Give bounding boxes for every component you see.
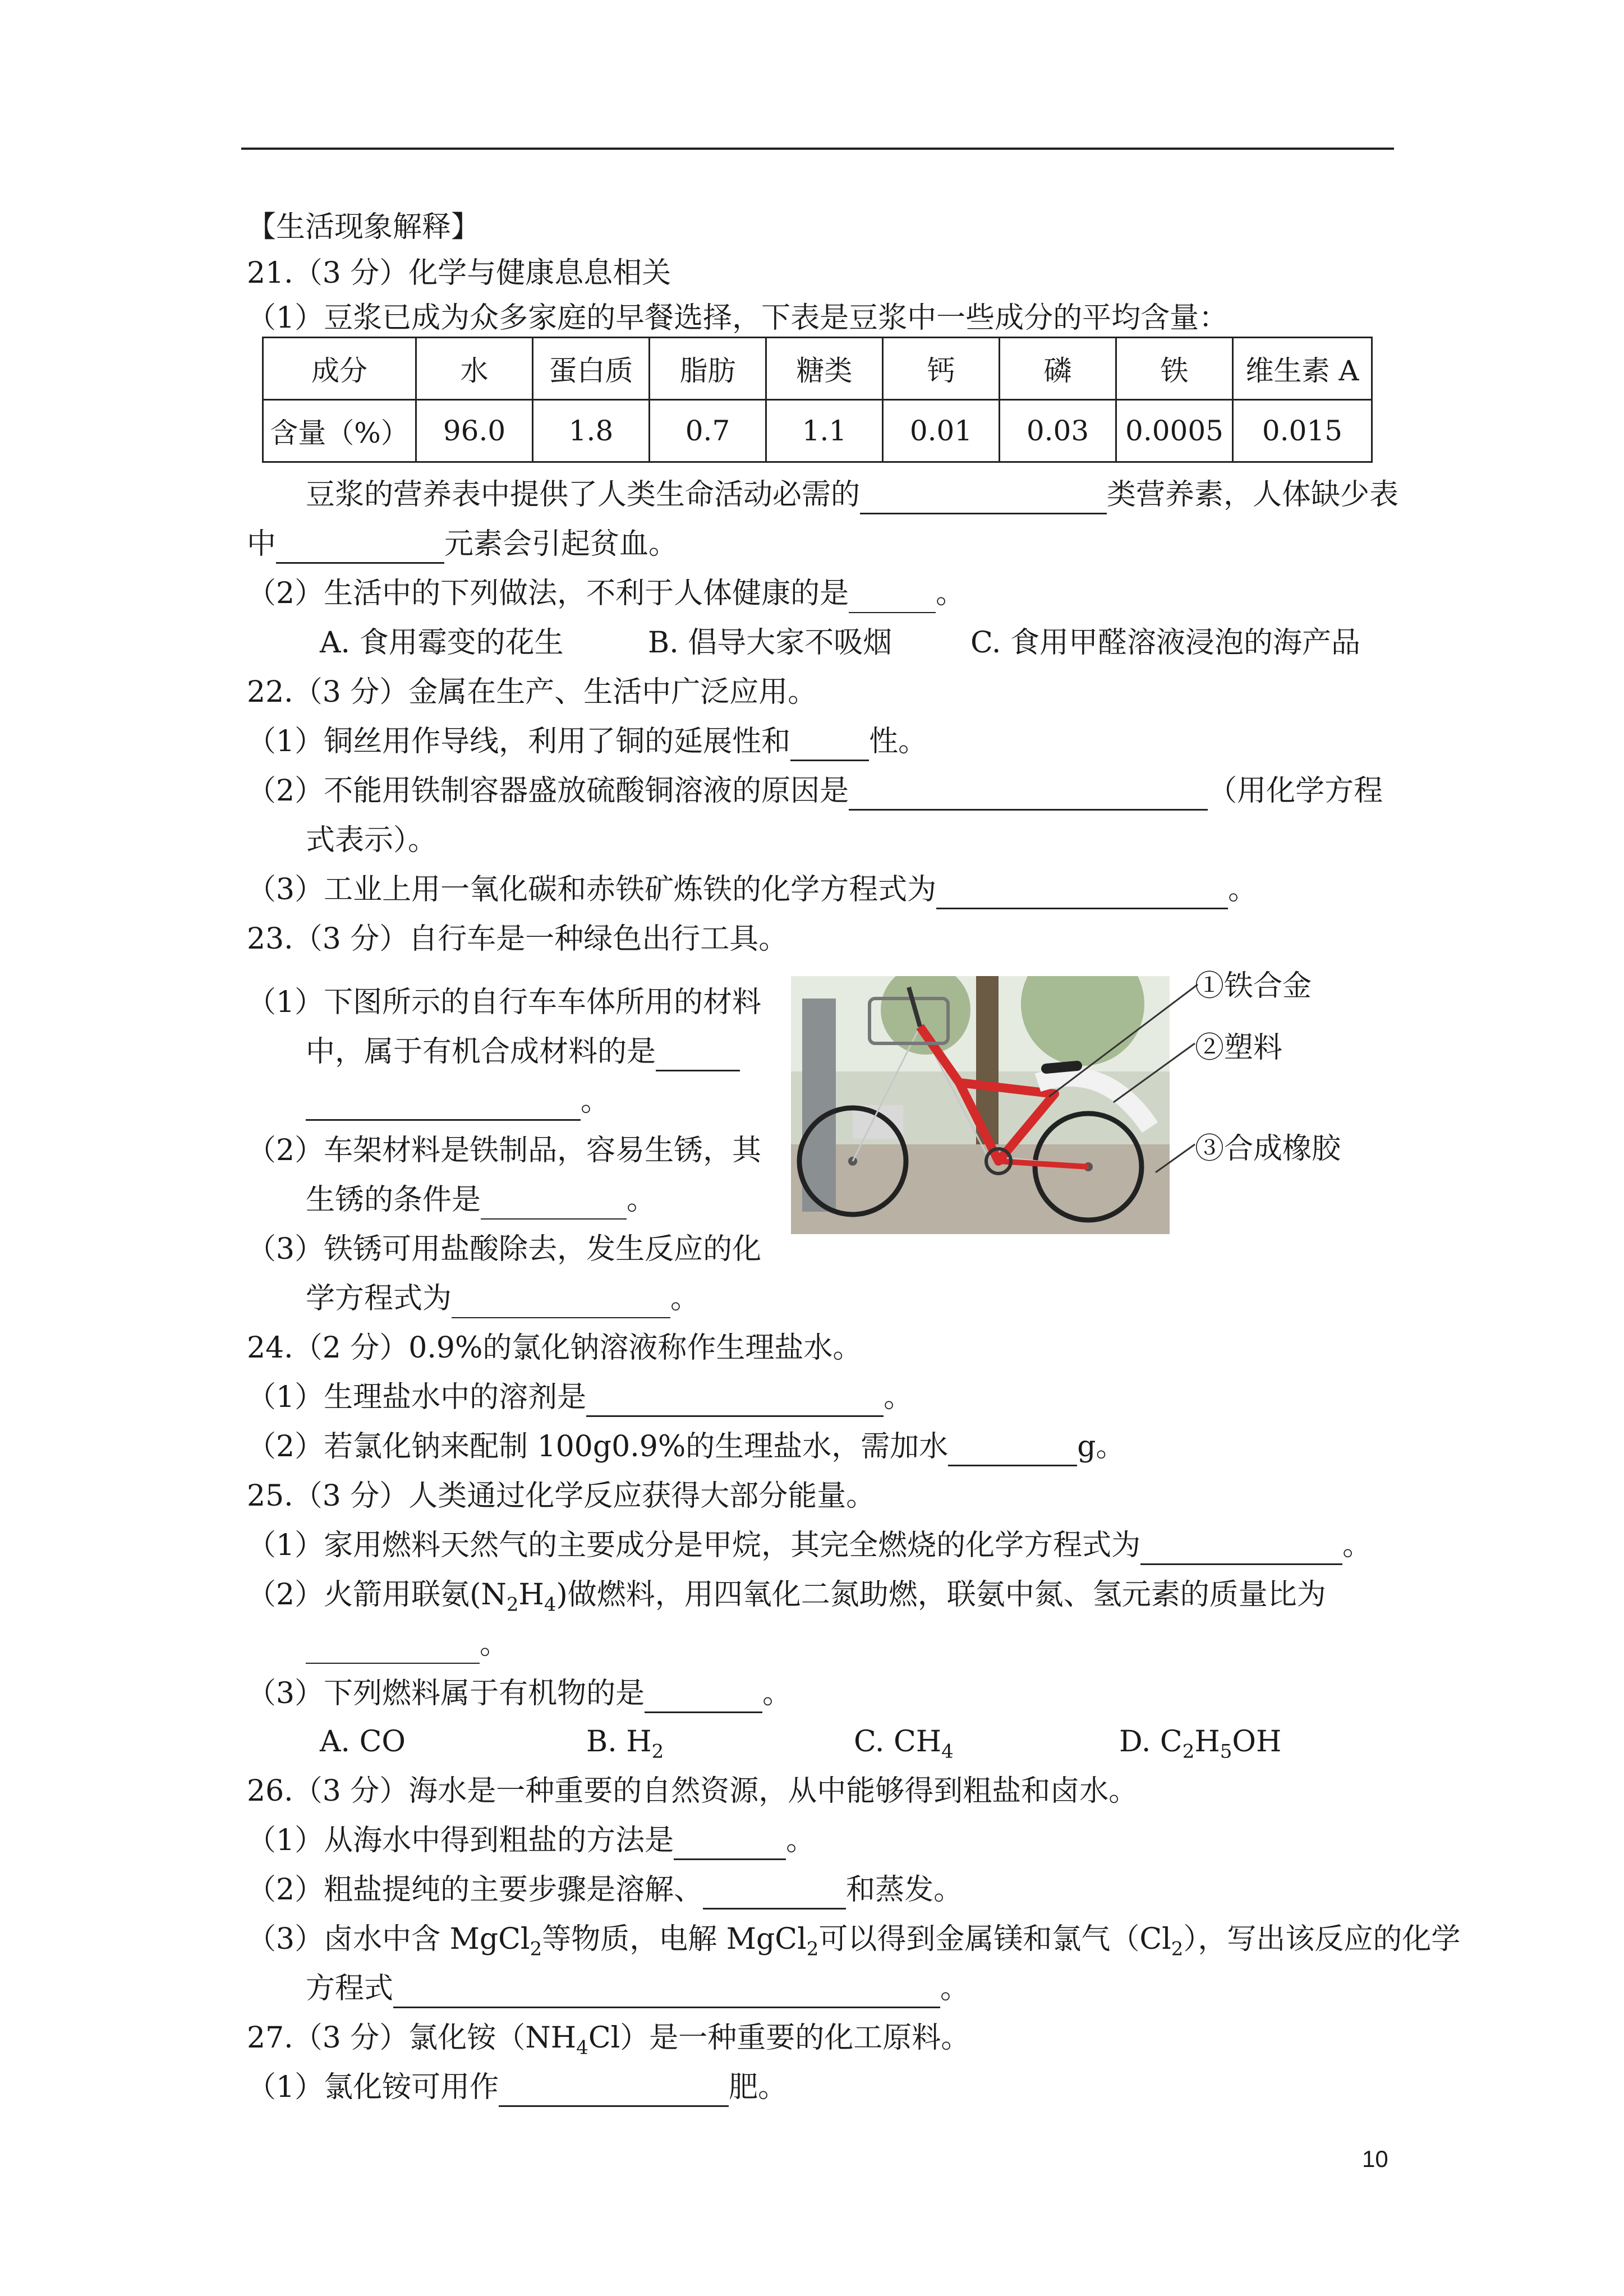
q27-heading [247, 2018, 970, 2067]
q21-heading: 21.（3 分）化学与健康息息相关 [247, 256, 671, 290]
table-cell: 1.1 [766, 400, 883, 462]
text: B. H [586, 1725, 652, 1759]
q26-part2 [247, 1870, 963, 1910]
q23-part3-line1: （3）铁锈可用盐酸除去，发生反应的化 [247, 1232, 762, 1266]
q25-part2 [247, 1575, 1326, 1624]
text: 。 [480, 1627, 509, 1661]
text: 。 [1342, 1529, 1372, 1562]
text: 类营养素，人体缺少表 [1107, 478, 1399, 512]
q25-heading: 25.（3 分）人类通过化学反应获得大部分能量。 [247, 1479, 876, 1513]
q25-part3 [247, 1674, 792, 1713]
answer-blank[interactable] [948, 1433, 1077, 1466]
table-cell: 1.8 [533, 400, 650, 462]
text: （3）下列燃料属于有机物的是 [247, 1677, 645, 1710]
q23-heading: 23.（3 分）自行车是一种绿色出行工具。 [247, 922, 788, 956]
q26-part1 [247, 1821, 815, 1860]
table-cell: 成分 [263, 338, 416, 400]
table-cell: 铁 [1116, 338, 1233, 400]
table-cell: 含量（%） [263, 400, 416, 462]
text: )做燃料，用四氧化二氮助燃，联氨中氮、氢元素的质量比为 [556, 1578, 1326, 1612]
answer-blank[interactable] [703, 1876, 846, 1910]
text: （3）卤水中含 MgCl [247, 1922, 530, 1956]
text: 。 [940, 1972, 970, 2005]
q26-part3-cont [306, 1969, 969, 2008]
answer-blank[interactable] [306, 1631, 480, 1664]
text: （2）不能用铁制容器盛放硫酸铜溶液的原因是 [247, 774, 849, 808]
section-title: 【生活现象解释】 [247, 210, 481, 244]
answer-blank[interactable] [393, 1975, 940, 2008]
text: 。 [936, 577, 965, 610]
text: （2）粗盐提纯的主要步骤是溶解、 [247, 1873, 703, 1907]
table-cell: 0.7 [650, 400, 766, 462]
q22-part2-cont: 式表示）。 [306, 823, 438, 857]
text: 生锈的条件是 [306, 1183, 481, 1217]
answer-blank[interactable] [645, 1680, 762, 1713]
text: （2）生活中的下列做法，不利于人体健康的是 [247, 577, 849, 610]
q23-part2-line1: （2）车架材料是铁制品，容易生锈，其 [247, 1134, 762, 1167]
table-cell: 维生素 A [1233, 338, 1372, 400]
q22-heading: 22.（3 分）金属在生产、生活中广泛应用。 [247, 675, 817, 709]
q21-option-c: C. 食用甲醛溶液浸泡的海产品 [970, 626, 1360, 660]
text: 元素会引起贫血。 [444, 527, 678, 561]
text: 肥。 [729, 2070, 788, 2104]
subscript: 2 [1171, 1938, 1184, 1961]
text: 学方程式为 [306, 1282, 452, 1315]
text: 中 [247, 527, 277, 561]
table-cell: 蛋白质 [533, 338, 650, 400]
q24-heading: 24.（2 分）0.9%的氯化钠溶液称作生理盐水。 [247, 1331, 862, 1365]
subscript: 4 [544, 1593, 556, 1616]
q26-part3 [247, 1920, 1460, 1968]
label-plastic: ②塑料 [1195, 1031, 1283, 1065]
table-cell: 磷 [1000, 338, 1116, 400]
text: （用化学方程 [1208, 774, 1383, 808]
text: 豆浆的营养表中提供了人类生命活动必需的 [306, 478, 861, 512]
text: 等物质，电解 MgCl [542, 1922, 807, 1956]
table-cell: 0.01 [883, 400, 1000, 462]
q21-part1: （1）豆浆已成为众多家庭的早餐选择，下表是豆浆中一些成分的平均含量： [247, 301, 1229, 335]
text: （2）火箭用联氨(N [247, 1578, 507, 1612]
text: （1）家用燃料天然气的主要成分是甲烷，其完全燃烧的化学方程式为 [247, 1529, 1141, 1562]
text: C. CH [854, 1725, 942, 1759]
answer-blank[interactable] [674, 1827, 786, 1860]
q21-option-b: B. 倡导大家不吸烟 [648, 626, 892, 660]
subscript: 2 [806, 1938, 819, 1961]
q25-option-d [1119, 1722, 1281, 1771]
q25-option-b [586, 1722, 664, 1771]
subscript: 5 [1220, 1740, 1232, 1763]
subscript: 2 [651, 1740, 664, 1763]
text: （1）生理盐水中的溶剂是 [247, 1381, 587, 1414]
text: （1）从海水中得到粗盐的方法是 [247, 1824, 674, 1857]
q25-option-a: A. CO [320, 1725, 406, 1759]
label-synthetic-rubber: ③合成橡胶 [1195, 1132, 1341, 1166]
text: 27.（3 分）氯化铵（NH [247, 2021, 577, 2055]
table-cell: 钙 [883, 338, 1000, 400]
text: OH [1232, 1725, 1282, 1759]
text: 。 [1228, 873, 1258, 907]
text: （3）工业上用一氧化碳和赤铁矿炼铁的化学方程式为 [247, 873, 937, 907]
text: 。 [762, 1677, 792, 1710]
answer-blank[interactable] [1140, 1532, 1342, 1565]
text: Cl）是一种重要的化工原料。 [588, 2021, 970, 2055]
table-cell: 96.0 [416, 400, 533, 462]
text: （1）铜丝用作导线，利用了铜的延展性和 [247, 725, 791, 758]
text: （2）若氯化钠来配制 100g0.9%的生理盐水，需加水 [247, 1430, 949, 1464]
q26-heading: 26.（3 分）海水是一种重要的自然资源，从中能够得到粗盐和卤水。 [247, 1774, 1138, 1808]
q23-part1-line1: （1）下图所示的自行车车体所用的材料 [247, 986, 762, 1019]
text: 和蒸发。 [846, 1873, 963, 1907]
table-cell: 脂肪 [650, 338, 766, 400]
q24-part1 [247, 1378, 913, 1417]
q25-option-c [854, 1722, 954, 1771]
text: 。 [581, 1084, 610, 1118]
page-number: 10 [1362, 2146, 1388, 2172]
label-iron-alloy: ①铁合金 [1195, 969, 1312, 1003]
q24-part2 [247, 1427, 1125, 1466]
subscript: 4 [941, 1740, 954, 1763]
text: D. C [1119, 1725, 1183, 1759]
text: 。 [627, 1183, 656, 1217]
answer-blank[interactable] [586, 1384, 884, 1417]
text: 。 [884, 1381, 913, 1414]
text: g。 [1077, 1430, 1125, 1464]
q27-part1 [247, 2068, 787, 2107]
text: H [1194, 1725, 1220, 1759]
table-cell: 水 [416, 338, 533, 400]
subscript: 4 [576, 2036, 588, 2059]
table-cell: 糖类 [766, 338, 883, 400]
table-cell: 0.03 [1000, 400, 1116, 462]
q25-part2-cont [306, 1625, 509, 1664]
table-cell: 0.0005 [1116, 400, 1233, 462]
subscript: 2 [1182, 1740, 1195, 1763]
text: 方程式 [306, 1972, 394, 2005]
text: 。 [670, 1282, 700, 1315]
text: 可以得到金属镁和氯气（Cl [818, 1922, 1171, 1956]
table-cell: 0.015 [1233, 400, 1372, 462]
text: （1）氯化铵可用作 [247, 2070, 499, 2104]
text: 。 [786, 1824, 816, 1857]
text: 中，属于有机合成材料的是 [306, 1035, 656, 1069]
q25-part1 [247, 1526, 1372, 1565]
subscript: 2 [530, 1938, 542, 1961]
text: ），写出该反应的化学 [1183, 1922, 1461, 1956]
answer-blank[interactable] [499, 2074, 729, 2107]
text: H [518, 1578, 544, 1612]
subscript: 2 [506, 1593, 519, 1616]
text: 性。 [869, 725, 928, 758]
q21-option-a: A. 食用霉变的花生 [320, 626, 564, 660]
